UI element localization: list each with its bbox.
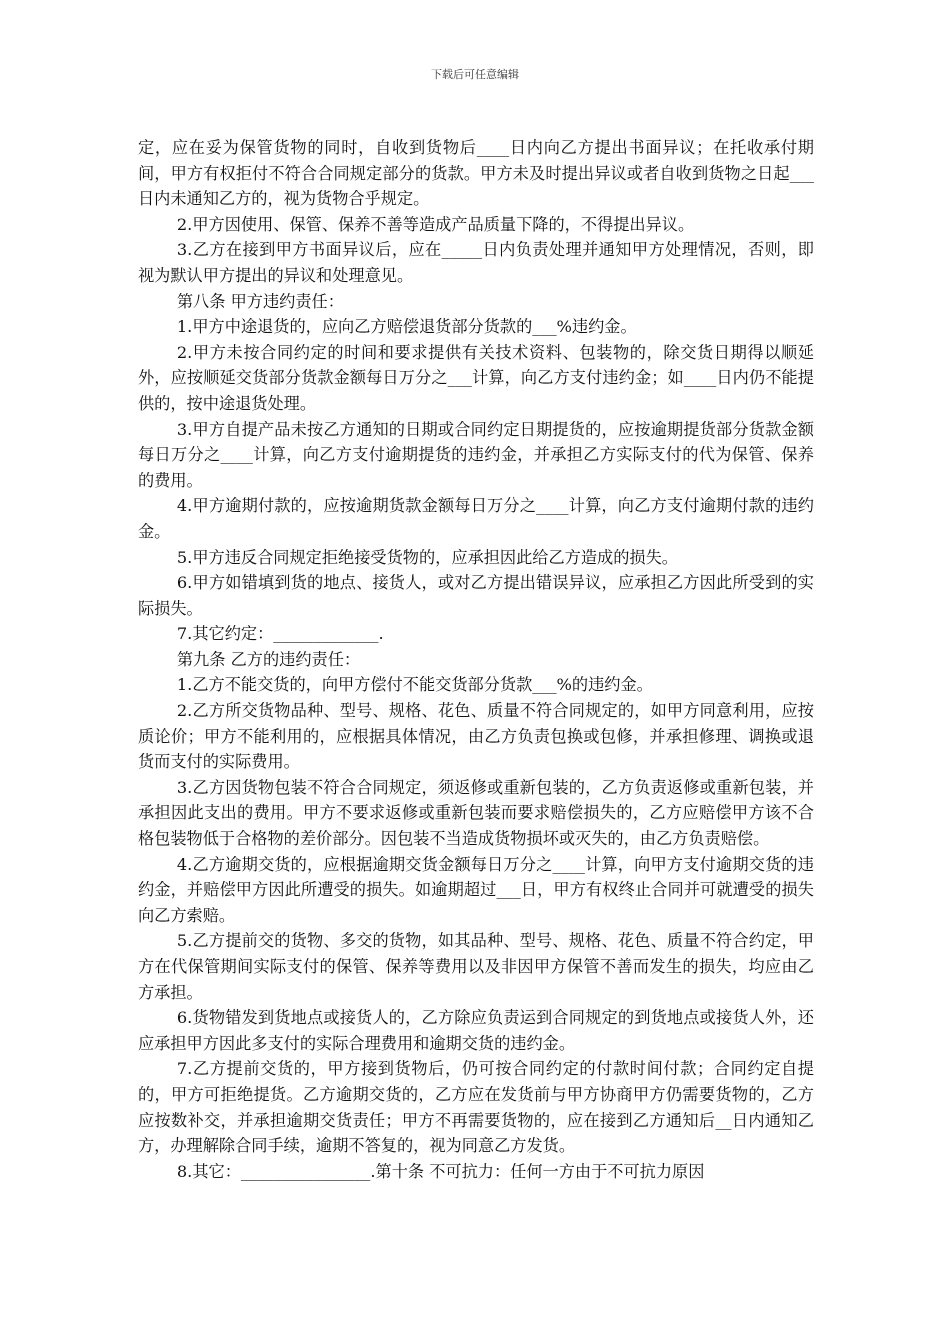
paragraph: 3.甲方自提产品未按乙方通知的日期或合同约定日期提货的，应按逾期提货部分货款金额每日万分之____计算，向乙方支付逾期提货的违约金，并承担乙方实际支付的代为保管、保养的费用。 xyxy=(138,419,814,490)
paragraph: 1.甲方中途退货的，应向乙方赔偿退货部分货款的___%违约金。 xyxy=(176,317,637,337)
paragraph: 7.乙方提前交货的，甲方接到货物后，仍可按合同约定的付款时间付款；合同约定自提的，甲方可拒绝提货。乙方逾期交货的，乙方应在发货前与甲方协商甲方仍需要货物的，乙方应按数补交，并承担逾期交货责任；甲方不再需要货物的，应在接到乙方通知后__日内通知乙方，办理解除合同手续，逾期不答复的，视为同意乙方发货。 xyxy=(138,1059,814,1156)
paragraph: 2.乙方所交货物品种、型号、规格、花色、质量不符合同规定的，如甲方同意利用，应按质论价；甲方不能利用的，应根据具体情况，由乙方负责包换或包修，并承担修理、调换或退货而支付的实际费用。 xyxy=(138,701,814,772)
paragraph: 第九条 乙方的违约责任： xyxy=(176,649,361,669)
paragraph: 6.货物错发到货地点或接货人的，乙方除应负责运到合同规定的到货地点或接货人外，还应承担甲方因此多支付的实际合理费用和逾期交货的违约金。 xyxy=(138,1008,814,1053)
paragraph: 8.其它：________________.第十条 不可抗力：任何一方由于不可抗力原因 xyxy=(176,1161,705,1181)
paragraph: 4.乙方逾期交货的，应根据逾期交货金额每日万分之____计算，向甲方支付逾期交货的违约金，并赔偿甲方因此所遭受的损失。如逾期超过___日，甲方有权终止合同并可就遭受的损失向乙方索赔。 xyxy=(138,854,814,925)
paragraph: 3.乙方因货物包装不符合合同规定，须返修或重新包装的，乙方负责返修或重新包装，并承担因此支出的费用。甲方不要求返修或重新包装而要求赔偿损失的，乙方应赔偿甲方该不合格包装物低于合格物的差价部分。因包装不当造成货物损坏或灭失的，由乙方负责赔偿。 xyxy=(138,777,814,849)
paragraph: 2.甲方未按合同约定的时间和要求提供有关技术资料、包装物的，除交货日期得以顺延外，应按顺延交货部分货款金额每日万分之___计算，向乙方支付违约金；如____日内仍不能提供的，按中途退货处理。 xyxy=(138,342,814,413)
paragraph: 定，应在妥为保管货物的同时，自收到货物后____日内向乙方提出书面异议；在托收承付期间，甲方有权拒付不符合合同规定部分的货款。甲方未及时提出异议或者自收到货物之日起___日内未通知乙方的，视为货物合乎规定。 xyxy=(138,138,814,209)
paragraph: 7.其它约定：_____________. xyxy=(176,624,384,644)
paragraph: 2.甲方因使用、保管、保养不善等造成产品质量下降的，不得提出异议。 xyxy=(176,214,695,234)
paragraph: 3.乙方在接到甲方书面异议后，应在_____日内负责处理并通知甲方处理情况，否则，即视为默认甲方提出的异议和处理意见。 xyxy=(138,240,814,285)
paragraph: 5.乙方提前交的货物、多交的货物，如其品种、型号、规格、花色、质量不符合约定，甲方在代保管期间实际支付的保管、保养等费用以及非因甲方保管不善而发生的损失，均应由乙方承担。 xyxy=(138,931,814,1002)
document-body xyxy=(138,135,814,1184)
paragraph: 5.甲方违反合同规定拒绝接受货物的，应承担因此给乙方造成的损失。 xyxy=(176,547,678,567)
paragraph: 1.乙方不能交货的，向甲方偿付不能交货部分货款___%的违约金。 xyxy=(176,675,653,695)
paragraph: 6.甲方如错填到货的地点、接货人，或对乙方提出错误异议，应承担乙方因此所受到的实际损失。 xyxy=(138,573,814,618)
paragraph: 4.甲方逾期付款的，应按逾期货款金额每日万分之____计算，向乙方支付逾期付款的违约金。 xyxy=(138,496,814,541)
page-header: 下载后可任意编辑 xyxy=(431,68,519,81)
paragraph: 第八条 甲方违约责任： xyxy=(176,291,344,311)
